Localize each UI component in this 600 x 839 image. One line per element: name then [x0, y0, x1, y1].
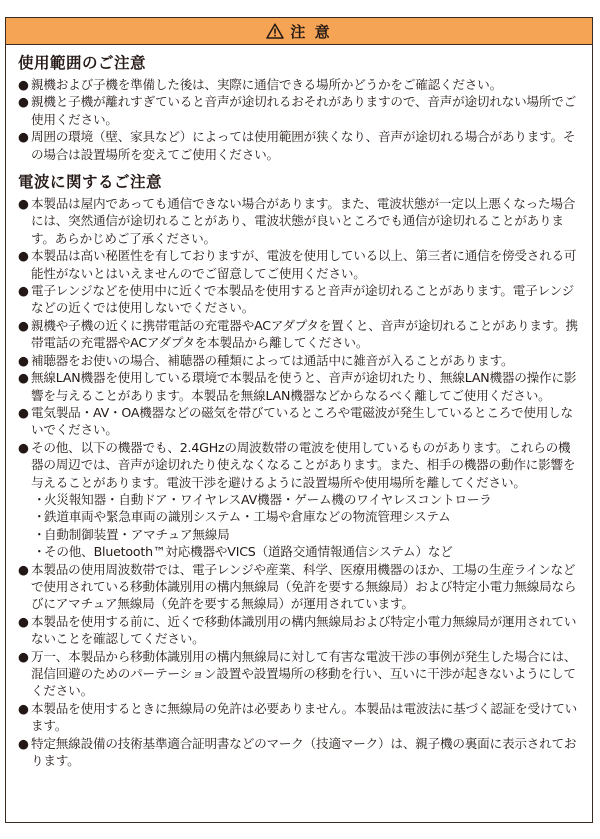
- sub-list-item: ・ 鉄道車両や緊急車両の識別システム・工場や倉庫などの物流管理システム: [33, 509, 451, 525]
- list-item: ● 本製品を使用する前に、近くで移動体識別用の構内無線局および特定小電力無線局が運用されていないことを確認してください。: [18, 613, 577, 647]
- bullet-icon: ●: [18, 248, 29, 264]
- device-sublist: [18, 491, 582, 561]
- list-item: ● 電子レンジなどを使用中に近くで本製品を使用すると音声が途切れることがあります。電子レンジなどの近くでは使用しないでください。: [18, 283, 575, 316]
- sub-bullet-icon: ・: [33, 491, 46, 507]
- bullet-icon: ●: [18, 77, 29, 92]
- list-item: ● 本製品は屋内であっても通信できない場合があります。また、電波状態が一定以上悪くなった場合には、突然通信が途切れることがあり、電波状態が良いところでも通信が途切れることがあります。あらかじめご了承ください。: [18, 196, 576, 246]
- radio-section-title: 電波に関するご注意: [18, 173, 163, 192]
- bullet-icon: ●: [18, 283, 29, 299]
- list-item: ● 電気製品・AV・OA機器などの磁気を帯びているところや電磁波が発生しているところで使用しないでください。: [18, 404, 573, 438]
- bullet-icon: ●: [18, 561, 29, 577]
- sub-bullet-icon: ・: [33, 509, 46, 525]
- radio-list: [18, 195, 582, 769]
- warning-triangle-icon: [266, 23, 284, 39]
- bullet-icon: ●: [18, 196, 29, 212]
- bullet-icon: ●: [18, 613, 29, 629]
- bullet-icon: ●: [18, 439, 29, 455]
- list-item: ● 周囲の環境（壁、家具など）によっては使用範囲が狭くなり、音声が途切れる場合があります。その場合は設置場所を変えてご使用ください。: [18, 129, 576, 162]
- list-item: ● 親機と子機が離れすぎていると音声が途切れるおそれがありますので、音声が途切れない場所でご使用ください。: [18, 94, 577, 127]
- sub-bullet-icon: ・: [33, 544, 46, 560]
- bullet-icon: ●: [18, 404, 29, 420]
- caution-header: [6, 18, 592, 45]
- list-item: ● その他、以下の機器でも、2.4GHzの周波数帯の電波を使用しているものがあります。これらの機器の周辺では、音声が途切れたり使えなくなることがあります。また、相手の機器の動作に影響を与えることがあります。電波干渉を避けるように設置場所や使用場所を離してください。: [18, 439, 576, 490]
- list-item: ● 無線LAN機器を使用している環境で本製品を使うと、音声が途切れたり、無線LAN機器の操作に影響を与えることがあります。本製品を無線LAN機器などからなるべく離してご使用ください。: [18, 370, 577, 403]
- bullet-icon: ●: [18, 129, 29, 145]
- usage-section-title: 使用範囲のご注意: [18, 54, 147, 72]
- list-item: ● 本製品を使用するときに無線局の免許は必要ありません。本製品は電波法に基づく認証を受けています。: [18, 700, 578, 734]
- list-item: ● 親機および子機を準備した後は、実際に通信できる場所かどうかをご確認ください。: [18, 77, 502, 92]
- bullet-icon: ●: [18, 700, 29, 716]
- bullet-icon: ●: [18, 352, 29, 368]
- list-item: ● 親機や子機の近くに携帯電話の充電器やACアダプタを置くと、音声が途切れることがあります。携帯電話の充電器やACアダプタを本製品から離してください。: [18, 317, 578, 351]
- bullet-icon: ●: [18, 317, 29, 333]
- sub-bullet-icon: ・: [33, 526, 46, 542]
- list-item: ● 本製品の使用周波数帯では、電子レンジや産業、科学、医療用機器のほか、工場の生産ラインなどで使用されている移動体識別用の構内無線局（免許を要する無線局）および特定小電力無線局ならびにアマチュア無線局（免許を要する無線局）が運用されています。: [18, 561, 577, 612]
- bullet-icon: ●: [18, 370, 29, 386]
- bullet-icon: ●: [18, 735, 29, 751]
- caution-title: 注 意: [290, 22, 332, 41]
- sub-list-item: ・ 火災報知器・自動ドア・ワイヤレスAV機器・ゲーム機のワイヤレスコントローラ: [33, 491, 492, 507]
- bullet-icon: ●: [18, 94, 29, 110]
- usage-list: [18, 76, 582, 163]
- caution-panel: [5, 17, 593, 823]
- sub-list-item: ・ 自動制御装置・アマチュア無線局: [33, 526, 230, 542]
- caution-content: [6, 45, 592, 769]
- bullet-icon: ●: [18, 648, 29, 664]
- list-item: ● 万一、本製品から移動体識別用の構内無線局に対して有害な電波干渉の事例が発生した場合には、混信回避のためのパーテーション設置や設置場所の移動を行い、互いに干渉が起きないようにしてください。: [18, 648, 577, 699]
- sub-list-item: ・ その他、Bluetooth™対応機器やVICS（道路交通情報通信システム）など: [33, 544, 453, 560]
- list-item: ● 補聴器をお使いの場合、補聴器の種類によっては通話中に雑音が入ることがあります。: [18, 352, 514, 368]
- list-item: ● 特定無線設備の技術基準適合証明書などのマーク（技適マーク）は、親子機の裏面に表示されております。: [18, 735, 577, 769]
- list-item: ● 本製品は高い秘匿性を有しておりますが、電波を使用している以上、第三者に通信を傍受される可能性がないとはいえませんのでご留意してご使用ください。: [18, 248, 577, 281]
